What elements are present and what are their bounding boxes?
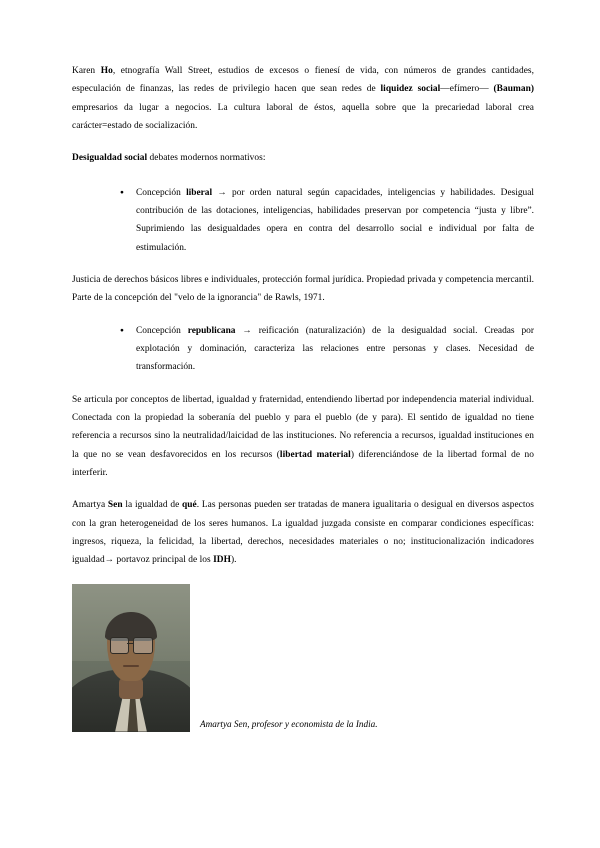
figure-caption: Amartya Sen, profesor y economista de la India. [200, 718, 378, 729]
text-run-bold: Sen [107, 500, 123, 511]
text-run: ). [230, 555, 237, 566]
text-run: debates modernos normativos: [147, 153, 266, 164]
text-run: empresarios da lugar a negocios. La cultura laboral de éstos, aquella sobre que la precariedad laboral crea carácter=estado de socialización. [72, 102, 534, 131]
text-run: la igualdad de [122, 500, 183, 511]
text-run: Se articula por conceptos de libertad, igualdad y fraternidad, entendiendo libertad por independencia material individual. Conectada con la propiedad la soberanía del pueblo y para el pueblo (de y para). El sentido de igualdad no tiene referencia a recursos sino la neutralidad/laicidad de las instituciones. No referencia a recursos, igualdad instituciones en la que no se vean desfavorecidos en los recursos ( [72, 394, 534, 460]
paragraph-karen-ho [72, 62, 534, 135]
text-run: → por orden natural según capacidades, inteligencias y habilidades. Desigual contribución de las dotaciones, inteligencias, habilidades preservan por competencia “justa y libre”. Suprimiendo las desigualdades opera en contra del desarrollo social e individual por falta de estimulación. [136, 187, 534, 253]
bullet-list-liberal [72, 184, 534, 257]
text-run-bold: Ho [100, 66, 113, 76]
text-run: Amartya [72, 500, 108, 511]
figure-block [72, 584, 534, 732]
list-item [124, 184, 534, 257]
text-run: Concepción [136, 187, 187, 198]
text-run-bold: republicana [187, 325, 236, 336]
text-run: —efímero— [440, 84, 494, 95]
paragraph-amartya-sen [72, 496, 534, 569]
text-run: Karen [72, 66, 101, 76]
list-item [124, 322, 534, 377]
portrait-amartya-sen-image [72, 584, 190, 732]
text-run: . Las personas pueden ser tratadas de manera igualitaria o desigual en diversos aspectos con la gran heterogeneidad de los seres humanos. La igualdad juzgada consiste en comparar condiciones específicas: ingresos, riqueza, la felicidad, la libertad, derechos, necesidades materiales o no; institucionalización indicadores igualdad→ portavoz principal de los [72, 500, 534, 566]
text-run: → reificación (naturalización) de la desigualdad social. Creadas por explotación y dominación, caracteriza las relaciones entre personas y clases. Necesidad de transformación. [136, 325, 534, 373]
text-run-bold: qué [182, 500, 197, 511]
text-run: Justicia de derechos básicos libres e individuales, protección formal jurídica. Propiedad privada y competencia mercantil. Parte de la concepción del "velo de la ignorancia" de Rawls, 1971. [72, 274, 534, 304]
text-run: , etnografía Wall Street, estudios de excesos o fienesí de vida, con números de grandes cantidades, especulación de finanzas, las redes de privilegio hacen que sean redes de [72, 66, 535, 95]
text-run-bold: (Bauman) [493, 84, 535, 95]
paragraph-justicia [72, 271, 534, 308]
text-run-bold: liberal [186, 187, 213, 198]
text-run-bold: IDH [213, 555, 231, 566]
text-run-bold: liquidez social [380, 84, 441, 95]
bullet-list-republicana [72, 322, 534, 377]
text-run-bold: libertad material [279, 449, 351, 460]
paragraph-desigualdad-social [72, 149, 534, 167]
paragraph-articula [72, 391, 534, 483]
text-run: Concepción [136, 325, 188, 336]
text-run: ) diferenciándose de la libertad formal de no interferir. [72, 449, 534, 478]
text-run-bold: Desigualdad social [72, 153, 148, 164]
